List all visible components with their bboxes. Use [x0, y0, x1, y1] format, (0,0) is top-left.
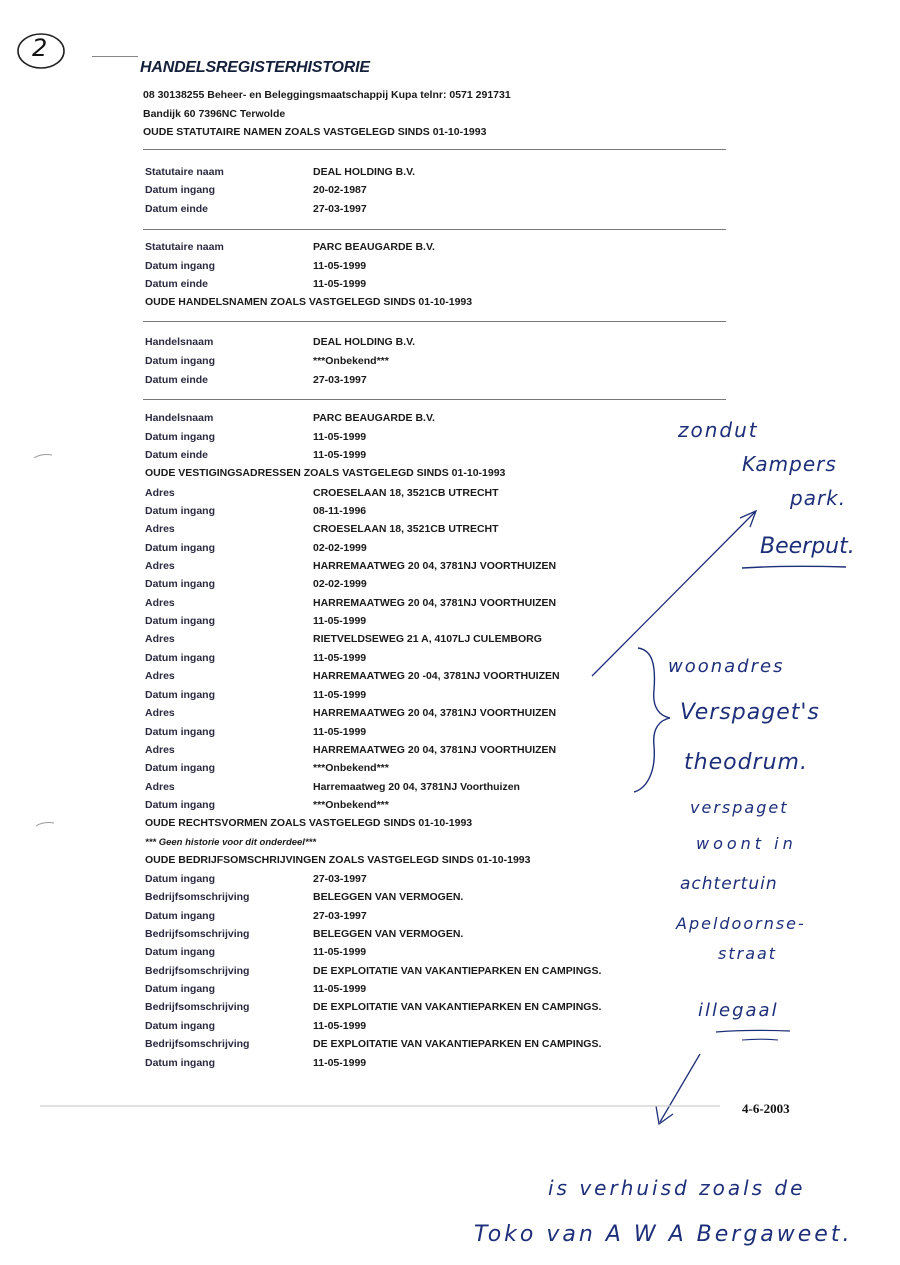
field-label: Adres: [145, 560, 175, 572]
section-heading: OUDE HANDELSNAMEN ZOALS VASTGELEGD SINDS 01-10-1993: [145, 296, 473, 308]
field-value: DE EXPLOITATIE VAN VAKANTIEPARKEN EN CAMPINGS.: [313, 1038, 602, 1050]
field-value: DEAL HOLDING B.V.: [313, 166, 416, 178]
field-label: Datum ingang: [145, 983, 215, 995]
field-label: Datum ingang: [145, 873, 215, 885]
handwritten-note-toko: Toko van A W A Bergaweet.: [474, 1222, 853, 1247]
page-number-mark: 2: [14, 30, 66, 70]
field-label: Handelsnaam: [145, 336, 214, 348]
field-label: Bedrijfsomschrijving: [145, 1038, 250, 1050]
field-label: Datum ingang: [145, 726, 215, 738]
field-label: Datum ingang: [145, 1020, 215, 1032]
field-label: Datum einde: [145, 449, 209, 461]
header-address-line: Bandijk 60 7396NC Terwolde: [143, 108, 286, 120]
field-label: Datum einde: [145, 374, 209, 386]
field-label: Datum einde: [145, 203, 209, 215]
no-history-note: *** Geen historie voor dit onderdeel***: [145, 837, 317, 848]
field-label: Adres: [145, 597, 175, 609]
field-label: Bedrijfsomschrijving: [145, 965, 250, 977]
field-label: Datum ingang: [145, 1057, 215, 1069]
field-label: Datum ingang: [145, 762, 215, 774]
field-value: Harremaatweg 20 04, 3781NJ Voorthuizen: [313, 781, 520, 793]
field-label: Datum ingang: [145, 615, 215, 627]
field-value: 11-05-1999: [313, 983, 367, 995]
field-value: BELEGGEN VAN VERMOGEN.: [313, 891, 464, 903]
field-value: 27-03-1997: [313, 873, 367, 885]
field-value: 11-05-1999: [313, 260, 367, 272]
field-label: Adres: [145, 707, 175, 719]
field-value: DE EXPLOITATIE VAN VAKANTIEPARKEN EN CAMPINGS.: [313, 965, 602, 977]
field-label: Adres: [145, 523, 175, 535]
field-value: RIETVELDSEWEG 21 A, 4107LJ CULEMBORG: [313, 633, 542, 645]
field-value: 02-02-1999: [313, 578, 367, 590]
field-value: DE EXPLOITATIE VAN VAKANTIEPARKEN EN CAMPINGS.: [313, 1001, 602, 1013]
field-value: HARREMAATWEG 20 04, 3781NJ VOORTHUIZEN: [313, 744, 557, 756]
field-value: CROESELAAN 18, 3521CB UTRECHT: [313, 523, 499, 535]
handwritten-note-kampers: Kampers: [742, 452, 837, 476]
field-value: ***Onbekend***: [313, 355, 389, 367]
field-label: Datum ingang: [145, 946, 215, 958]
field-label: Adres: [145, 744, 175, 756]
print-date: 4-6-2003: [742, 1101, 790, 1116]
field-value: 11-05-1999: [313, 278, 367, 290]
field-label: Datum ingang: [145, 689, 215, 701]
field-label: Datum ingang: [145, 355, 215, 367]
field-label: Handelsnaam: [145, 412, 214, 424]
field-label: Statutaire naam: [145, 166, 224, 178]
field-value: 20-02-1987: [313, 184, 367, 196]
field-label: Bedrijfsomschrijving: [145, 891, 250, 903]
field-value: HARREMAATWEG 20 04, 3781NJ VOORTHUIZEN: [313, 707, 557, 719]
field-value: 11-05-1999: [313, 726, 367, 738]
handwritten-note-achtertuin: achtertuin: [680, 874, 778, 894]
header-company-line: 08 30138255 Beheer- en Beleggingsmaatschappij Kupa telnr: 0571 291731: [143, 89, 511, 101]
field-value: ***Onbekend***: [313, 762, 389, 774]
field-value: 11-05-1999: [313, 449, 367, 461]
field-value: 02-02-1999: [313, 542, 367, 554]
handwritten-note-apeldoornse: Apeldoornse-: [676, 914, 806, 933]
handwritten-note-verspagets: Verspaget's: [680, 700, 820, 725]
field-value: 27-03-1997: [313, 374, 367, 386]
field-value: 27-03-1997: [313, 203, 367, 215]
section-heading: OUDE BEDRIJFSOMSCHRIJVINGEN ZOALS VASTGELEGD SINDS 01-10-1993: [145, 854, 531, 866]
handwritten-note-straat: straat: [718, 944, 778, 963]
field-label: Datum ingang: [145, 910, 215, 922]
handwritten-note-theodrum: theodrum.: [684, 750, 808, 775]
field-value: HARREMAATWEG 20 04, 3781NJ VOORTHUIZEN: [313, 560, 557, 572]
field-value: 08-11-1996: [313, 505, 367, 517]
field-value: HARREMAATWEG 20 -04, 3781NJ VOORTHUIZEN: [313, 670, 560, 682]
field-value: 11-05-1999: [313, 615, 367, 627]
field-label: Bedrijfsomschrijving: [145, 1001, 250, 1013]
handwritten-note-woont-in: woont in: [696, 834, 797, 853]
field-value: 11-05-1999: [313, 689, 367, 701]
field-label: Adres: [145, 487, 175, 499]
field-label: Adres: [145, 781, 175, 793]
field-label: Datum ingang: [145, 542, 215, 554]
field-label: Datum ingang: [145, 652, 215, 664]
field-label: Datum ingang: [145, 431, 215, 443]
handwritten-note-illegaal: illegaal: [698, 1000, 779, 1021]
field-value: 11-05-1999: [313, 431, 367, 443]
field-value: 11-05-1999: [313, 1020, 367, 1032]
field-label: Datum ingang: [145, 505, 215, 517]
field-label: Datum ingang: [145, 578, 215, 590]
field-value: PARC BEAUGARDE B.V.: [313, 241, 435, 253]
handwritten-note-verhuisd: is verhuisd zoals de: [548, 1176, 806, 1200]
field-value: DEAL HOLDING B.V.: [313, 336, 416, 348]
field-value: ***Onbekend***: [313, 799, 389, 811]
field-label: Datum einde: [145, 278, 209, 290]
field-value: 11-05-1999: [313, 652, 367, 664]
field-value: PARC BEAUGARDE B.V.: [313, 412, 435, 424]
handwritten-note-park: park.: [790, 486, 847, 510]
handwritten-note-woonadres: woonadres: [668, 656, 785, 677]
document-title: HANDELSREGISTERHISTORIE: [140, 59, 370, 76]
field-value: 11-05-1999: [313, 1057, 367, 1069]
field-value: CROESELAAN 18, 3521CB UTRECHT: [313, 487, 499, 499]
field-label: Adres: [145, 670, 175, 682]
field-value: 27-03-1997: [313, 910, 367, 922]
field-label: Bedrijfsomschrijving: [145, 928, 250, 940]
section-heading: OUDE RECHTSVORMEN ZOALS VASTGELEGD SINDS 01-10-1993: [145, 817, 473, 829]
section-heading: OUDE VESTIGINGSADRESSEN ZOALS VASTGELEGD SINDS 01-10-1993: [145, 467, 506, 479]
handwritten-note-zondut: zondut: [678, 418, 759, 442]
handwritten-note-verspaget: verspaget: [690, 798, 789, 817]
field-value: HARREMAATWEG 20 04, 3781NJ VOORTHUIZEN: [313, 597, 557, 609]
field-label: Statutaire naam: [145, 241, 224, 253]
field-label: Datum ingang: [145, 260, 215, 272]
field-label: Datum ingang: [145, 799, 215, 811]
field-label: Adres: [145, 633, 175, 645]
field-value: 11-05-1999: [313, 946, 367, 958]
field-value: BELEGGEN VAN VERMOGEN.: [313, 928, 464, 940]
field-label: Datum ingang: [145, 184, 215, 196]
handwritten-note-beerput: Beerput.: [760, 534, 855, 559]
header-section-title: OUDE STATUTAIRE NAMEN ZOALS VASTGELEGD SINDS 01-10-1993: [143, 126, 487, 138]
